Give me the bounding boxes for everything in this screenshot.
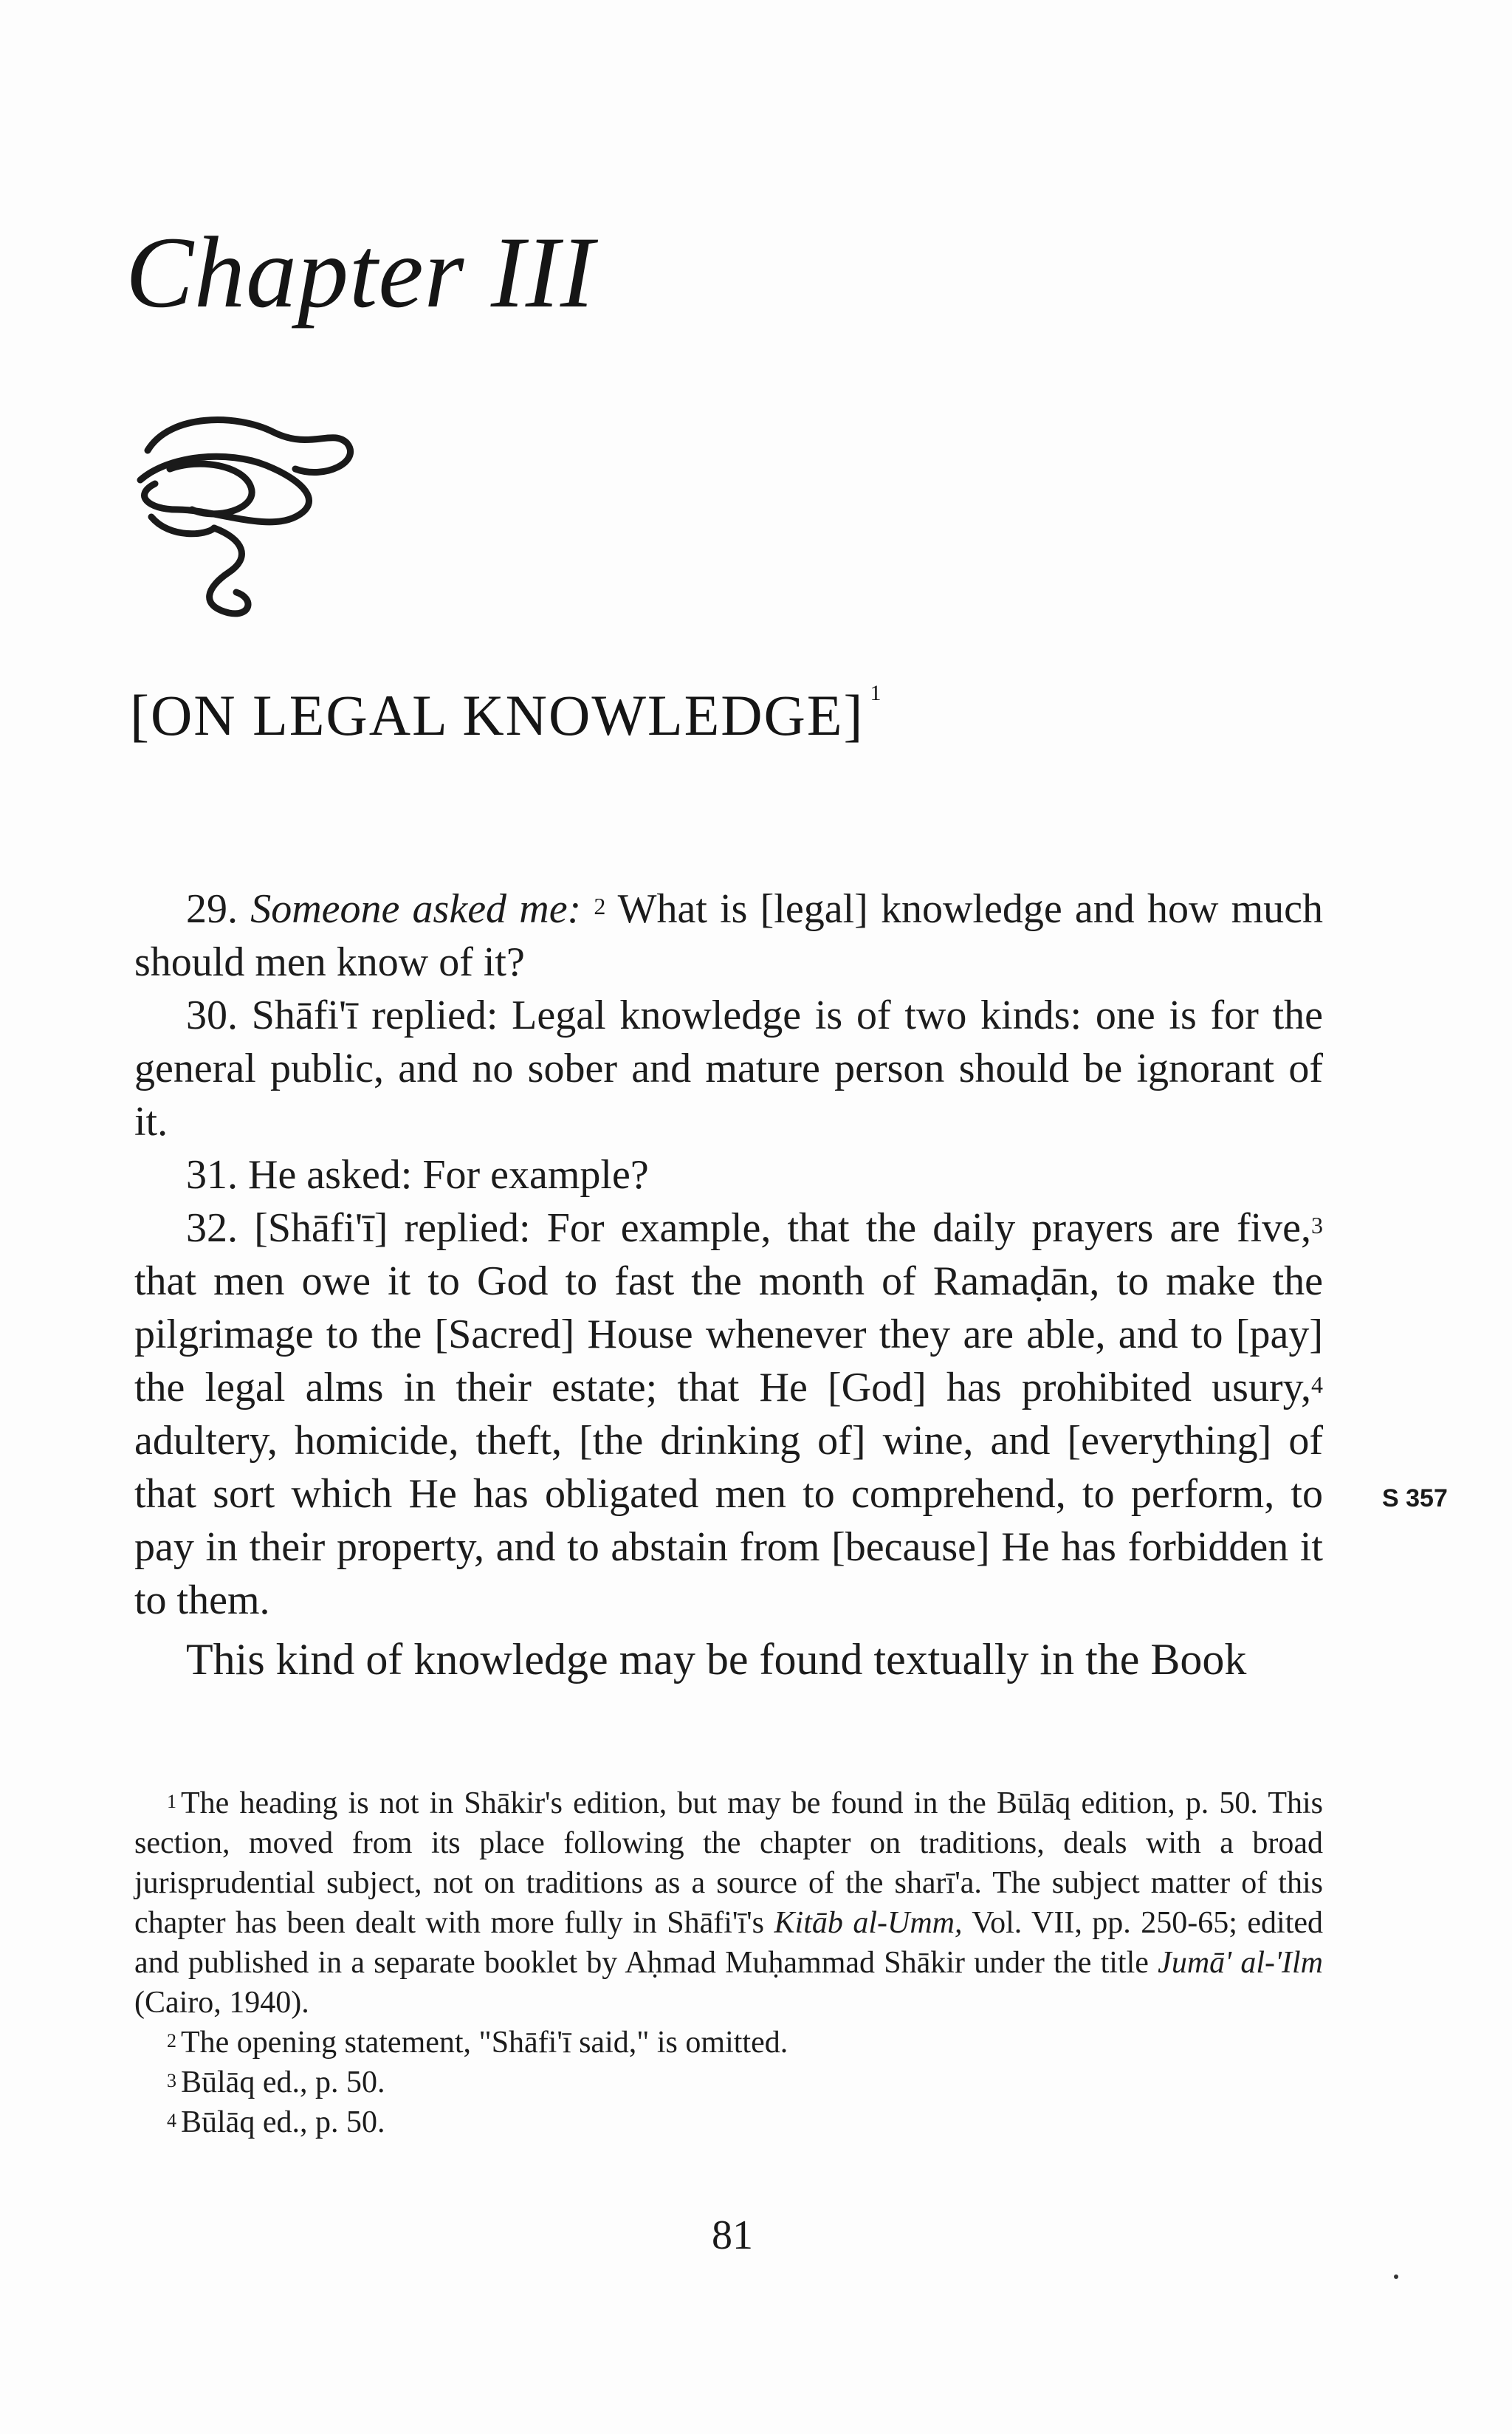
section-heading-text: [ON LEGAL KNOWLEDGE] [130, 683, 865, 747]
footnote-text: The heading is not in Shākir's edition, but may be found in the Būlāq edition, p. 50. This section, moved from its place following the chapter on traditions, deals with a broad jurisprudential subject, not on traditions as a source of the sharī'a. The subject matter of this chapter has been dealt with more fully in Shāfi'ī's [134, 1786, 1323, 1940]
paragraph-text: [Shāfi'ī] replied: For example, that the daily prayers are five, [254, 1205, 1312, 1251]
heading-footnote-ref: 1 [870, 681, 883, 705]
page-number: 81 [712, 2212, 753, 2258]
margin-note: S 357 [1382, 1484, 1448, 1512]
flourish-ornament-icon [126, 399, 362, 620]
section-heading [130, 681, 883, 747]
paragraph-text: adultery, homicide, theft, [the drinking of] wine, and [everything] of that sort which He has obligated men to comprehend, to perform, to pay in their property, and to abstain from [because] He has forbidden it to them. [134, 1418, 1323, 1623]
body-text [134, 882, 1323, 1686]
paragraph-29 [134, 882, 1323, 989]
paragraph-30 [134, 989, 1323, 1148]
paragraph-text: that men owe it to God to fast the month of Ramaḍān, to make the pilgrimage to the [Sacred] House whenever they are able, and to [pay] the legal alms in their estate; that He [God] has prohibited usury, [134, 1258, 1323, 1410]
paragraph-lead-italic: Someone asked me: [250, 886, 582, 932]
footnote-text: The opening statement, "Shāfi'ī said," is omitted. [181, 2026, 788, 2060]
footnote-ref: 4 [1311, 1371, 1323, 1398]
paragraph-number: 30. [186, 993, 238, 1038]
footnote-1 [134, 1783, 1323, 2023]
paragraph-text: What is [legal] knowledge and how much should men know of it? [134, 886, 1324, 985]
footnote-ref: 3 [1311, 1212, 1324, 1238]
paragraph-text: Shāfi'ī replied: Legal knowledge is of two kinds: one is for the general public, and no sober and mature person should be ignorant of it. [134, 993, 1324, 1145]
footnote-italic-title: Jumā' al-'Ilm [1158, 1946, 1323, 1980]
footnote-ref: 2 [594, 893, 606, 919]
footnote-mark: 1 [167, 1791, 176, 1812]
chapter-title: Chapter III [126, 216, 595, 329]
paragraph-number: 31. [186, 1152, 238, 1198]
footnote-text: Vol. VII, pp. 250-65; edited and published in a separate booklet by Aḥmad Muḥammad Shākir under the title [134, 1906, 1324, 1980]
footnote-mark: 4 [167, 2110, 176, 2131]
paragraph-text: He asked: For example? [248, 1152, 649, 1198]
paragraph-number: 29. [186, 886, 238, 932]
footnote-mark: 2 [167, 2030, 176, 2051]
footnote-text: Būlāq ed., p. 50. [181, 2066, 385, 2099]
footnote-text: Būlāq ed., p. 50. [181, 2105, 385, 2139]
footnote-3 [134, 2063, 1323, 2102]
paragraph-continuation: This kind of knowledge may be found textually in the Book [186, 1635, 1247, 1684]
scan-speck [1394, 2274, 1398, 2279]
footnote-text: (Cairo, 1940). [134, 1986, 309, 2020]
footnotes [134, 1783, 1323, 2142]
footnote-italic-title: Kitāb al-Umm, [774, 1906, 963, 1940]
footnote-mark: 3 [167, 2070, 176, 2091]
paragraph-32 [134, 1201, 1323, 1627]
footnote-4 [134, 2102, 1323, 2142]
paragraph-number: 32. [186, 1205, 238, 1251]
footnote-2 [134, 2023, 1323, 2063]
paragraph-31 [134, 1148, 1323, 1201]
